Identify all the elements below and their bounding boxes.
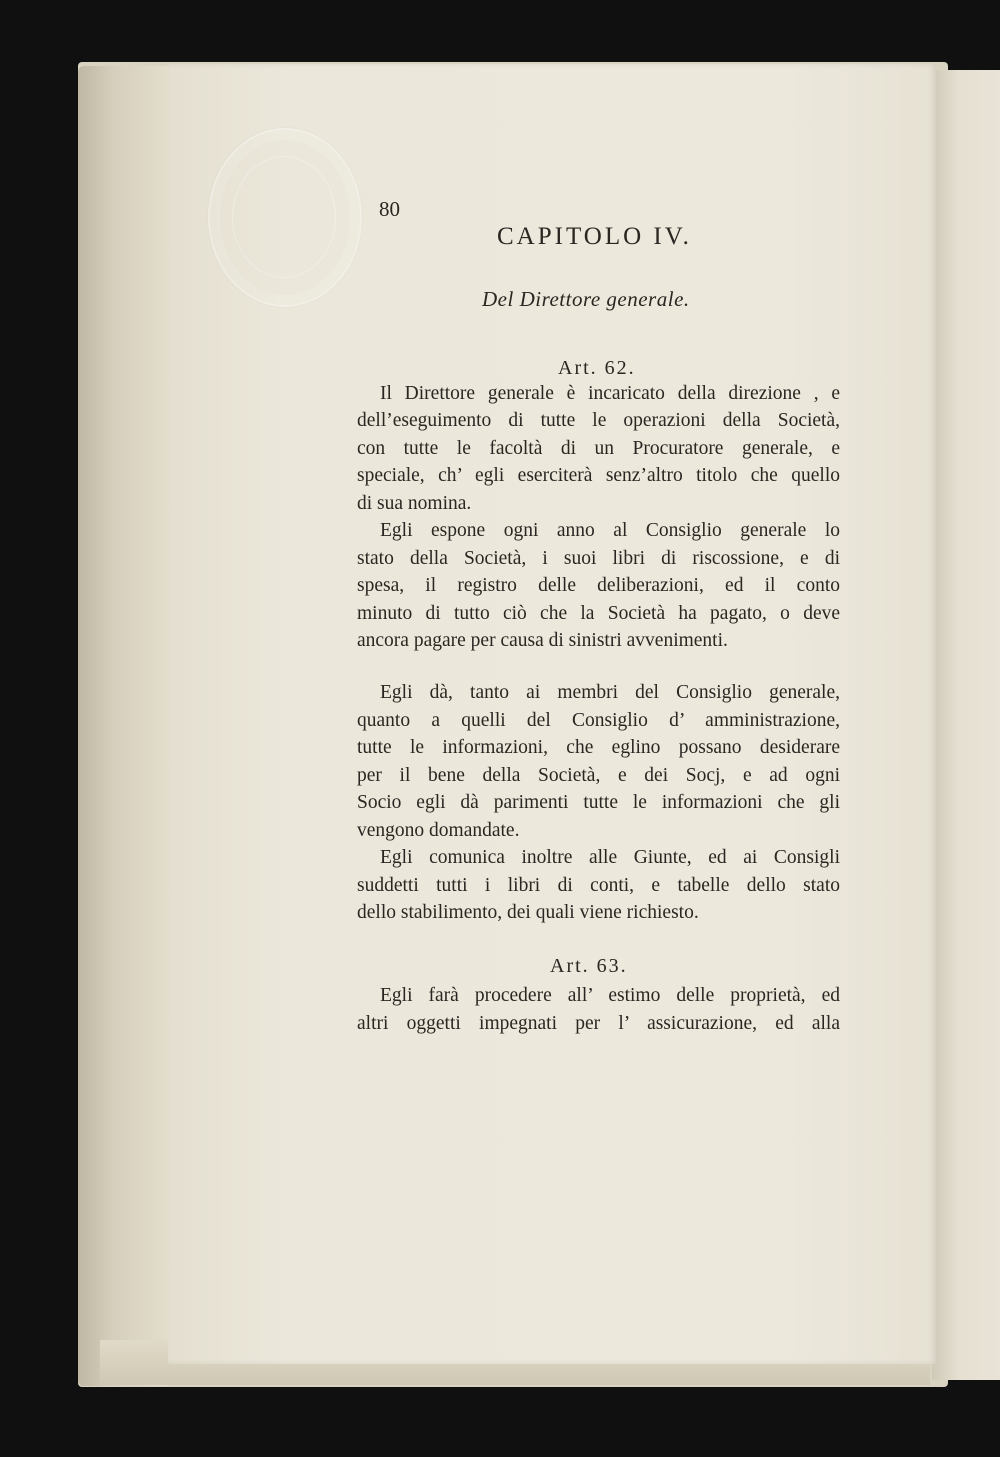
text-line: con tutte le facoltà di un Procuratore generale, e (357, 438, 840, 459)
section-title: Del Direttore generale. (482, 287, 690, 311)
article-heading: Art. 62. (558, 357, 636, 379)
text-line: per il bene della Società, e dei Socj, e ad ogni (357, 765, 840, 786)
text-line: Egli farà procedere all’ estimo delle proprietà, ed (380, 985, 840, 1006)
embossed-seal (208, 128, 362, 307)
text-line: dell’eseguimento di tutte le operazioni della Società, (357, 410, 840, 431)
page-edge-left (78, 66, 168, 1386)
text-line: suddetti tutti i libri di conti, e tabelle dello stato (357, 875, 840, 896)
text-line: speciale, ch’ egli eserciterà senz’altro titolo che quello (357, 465, 840, 486)
text-line: stato della Società, i suoi libri di riscossione, e di (357, 548, 840, 569)
text-line: dello stabilimento, dei quali viene richiesto. (357, 902, 699, 923)
text-line: di sua nomina. (357, 493, 472, 514)
chapter-title: CAPITOLO IV. (497, 223, 692, 250)
text-line: ancora pagare per causa di sinistri avvenimenti. (357, 630, 728, 651)
text-line: Egli comunica inoltre alle Giunte, ed ai Consigli (380, 847, 840, 868)
text-line: quanto a quelli del Consiglio d’ amministrazione, (357, 710, 840, 731)
embossed-seal-inner (232, 156, 336, 278)
text-line: spesa, il registro delle deliberazioni, ed il conto (357, 575, 840, 596)
text-line: Egli dà, tanto ai membri del Consiglio generale, (380, 682, 840, 703)
text-line: minuto di tutto ciò che la Società ha pagato, o deve (357, 603, 840, 624)
text-line: Socio egli dà parimenti tutte le informazioni che gli (357, 792, 840, 813)
text-line: tutte le informazioni, che eglino possano desiderare (357, 737, 840, 758)
text-line: Il Direttore generale è incaricato della direzione , e (380, 383, 840, 404)
text-line: altri oggetti impegnati per l’ assicurazione, ed alla (357, 1013, 840, 1034)
text-line: vengono domandate. (357, 820, 520, 841)
facing-page (932, 70, 1000, 1380)
text-line: Egli espone ogni anno al Consiglio generale lo (380, 520, 840, 541)
article-heading: Art. 63. (550, 955, 628, 977)
page-number: 80 (379, 197, 400, 221)
